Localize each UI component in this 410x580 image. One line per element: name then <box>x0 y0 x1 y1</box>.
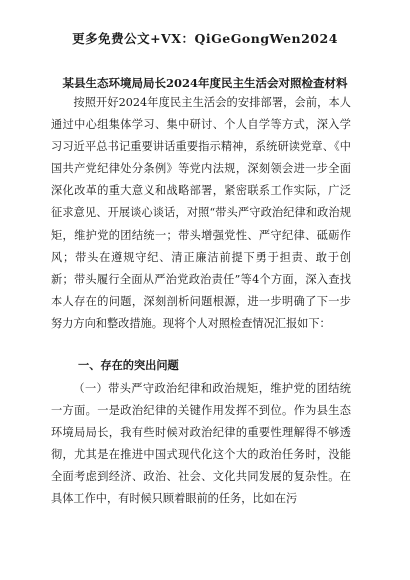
promo-banner: 更多免费公文+VX：QiGeGongWen2024 <box>72 31 338 46</box>
document-title: 某县生态环境局局长2024年度民主生活会对照检查材料 <box>62 76 348 90</box>
intro-paragraph: 按照开好2024年度民主生活会的安排部署，会前，本人通过中心组集体学习、集中研讨、个人自学等方式，深入学习习近平总书记重要讲话重要指示精神，系统研读党章、《中国共产党纪律处分条例》等党内法规，深刻领会进一步全面深化改革的重大意义和战略部署，紧密联系工作实际，广泛征求意见、开展谈心谈话，对照“带头严守政治纪律和政治规矩，维护党的团结统一；带头增强党性、严守纪律、砥砺作风；带头在遵规守纪、清正廉洁前提下勇于担责、敢于创新；带头履行全面从严治党政治责任”等4个方面，深入查找本人存在的问题，深刻剖析问题根源，进一步明确了下一步努力方向和整改措施。现将个人对照检查情况汇报如下： <box>51 96 351 330</box>
section-paragraph: （一）带头严守政治纪律和政治规矩，维护党的团结统一方面。一是政治纪律的关键作用发挥不到位。作为县生态环境局局长，我有些时候对政治纪律的重要性理解得不够透彻，尤其是在推进中国式现代化这个大的政治任务时，没能全面考虑到经济、政治、社会、文化共同发展的复杂性。在具体工作中，有时候只顾着眼前的任务，比如在污 <box>51 382 351 506</box>
section-heading: 一、存在的突出问题 <box>78 359 179 372</box>
